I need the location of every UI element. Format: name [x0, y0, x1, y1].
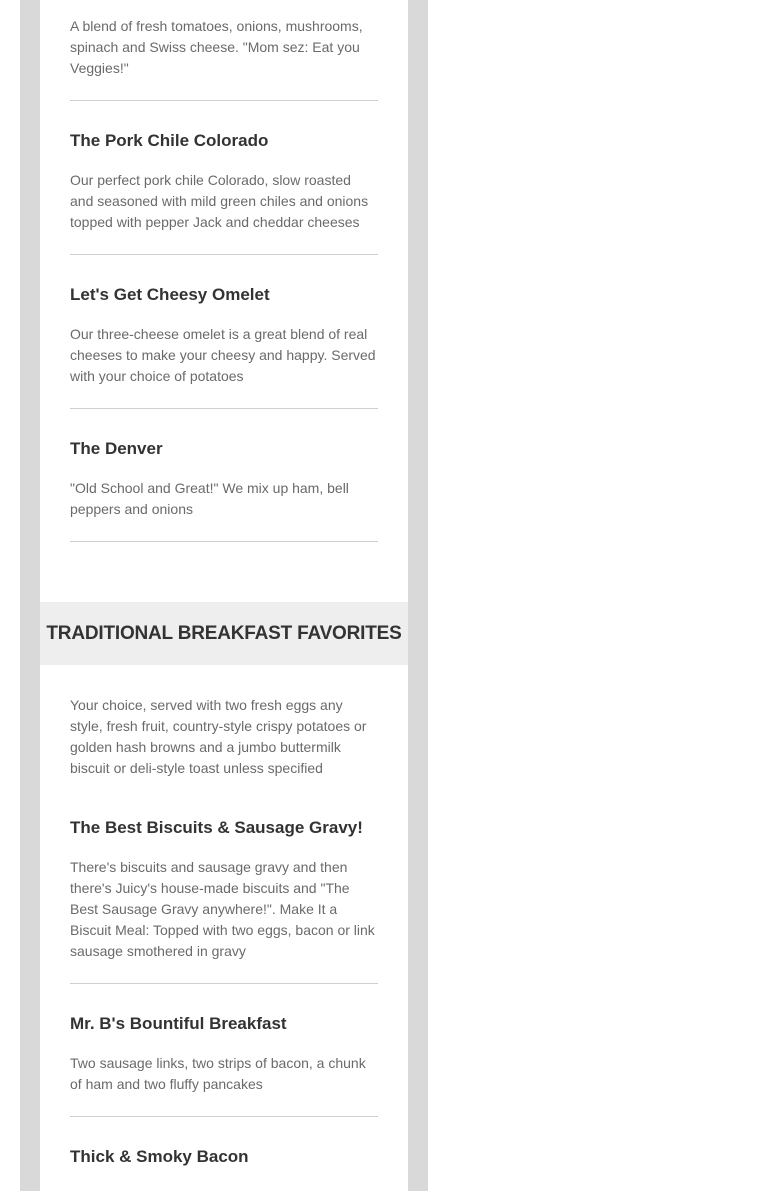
menu-item-title: The Best Biscuits & Sausage Gravy!: [70, 818, 363, 837]
menu-item-veggie: [70, 16, 378, 79]
menu-item-description: A blend of fresh tomatoes, onions, mushrooms, spinach and Swiss cheese. "Mom sez: Eat you Veggies!": [70, 18, 363, 76]
menu-item-description: There's biscuits and sausage gravy and then there's Juicy's house-made biscuits and "The Best Sausage Gravy anywhere!". Make It a Biscuit Meal: Topped with two eggs, bacon or link sausage smothered in gravy: [70, 859, 375, 959]
menu-divider: [70, 983, 378, 984]
menu-item-description: Our perfect pork chile Colorado, slow roasted and seasoned with mild green chiles and onions topped with pepper Jack and cheddar cheeses: [70, 172, 369, 230]
menu-item-biscuits-gravy: [70, 817, 378, 839]
menu-item-title: Thick & Smoky Bacon: [70, 1147, 249, 1166]
menu-item-bountiful-breakfast-desc: [70, 1053, 378, 1095]
menu-item-cheesy-omelet-desc: [70, 324, 378, 387]
menu-item-denver-desc: [70, 478, 378, 520]
menu-item-bountiful-breakfast: [70, 1013, 378, 1035]
menu-item-pork-chile-colorado: [70, 130, 378, 152]
section-header: [40, 602, 408, 665]
menu-panel: [40, 0, 408, 1191]
menu-divider: [70, 1116, 378, 1117]
menu-item-description: "Old School and Great!" We mix up ham, bell peppers and onions: [70, 480, 349, 517]
menu-item-title: The Denver: [70, 439, 163, 458]
menu-item-description: Two sausage links, two strips of bacon, a chunk of ham and two fluffy pancakes: [70, 1055, 366, 1092]
section-title: TRADITIONAL BREAKFAST FAVORITES: [46, 622, 402, 644]
section-intro: [70, 695, 378, 779]
menu-divider: [70, 254, 378, 255]
menu-divider: [70, 541, 378, 542]
menu-item-smoky-bacon: [70, 1146, 378, 1168]
menu-item-title: The Pork Chile Colorado: [70, 131, 269, 150]
menu-divider: [70, 408, 378, 409]
menu-divider: [70, 100, 378, 101]
menu-item-title: Let's Get Cheesy Omelet: [70, 285, 270, 304]
menu-item-title: Mr. B's Bountiful Breakfast: [70, 1014, 287, 1033]
menu-item-pork-chile-colorado-desc: [70, 170, 378, 233]
menu-item-denver: [70, 438, 378, 460]
menu-item-biscuits-gravy-desc: [70, 857, 378, 962]
menu-item-cheesy-omelet: [70, 284, 378, 306]
menu-item-description: Our three-cheese omelet is a great blend of real cheeses to make your cheesy and happy. Served with your choice of potatoes: [70, 326, 376, 384]
section-intro-text: Your choice, served with two fresh eggs any style, fresh fruit, country-style crispy potatoes or golden hash browns and a jumbo buttermilk biscuit or deli-style toast unless specified: [70, 697, 367, 776]
